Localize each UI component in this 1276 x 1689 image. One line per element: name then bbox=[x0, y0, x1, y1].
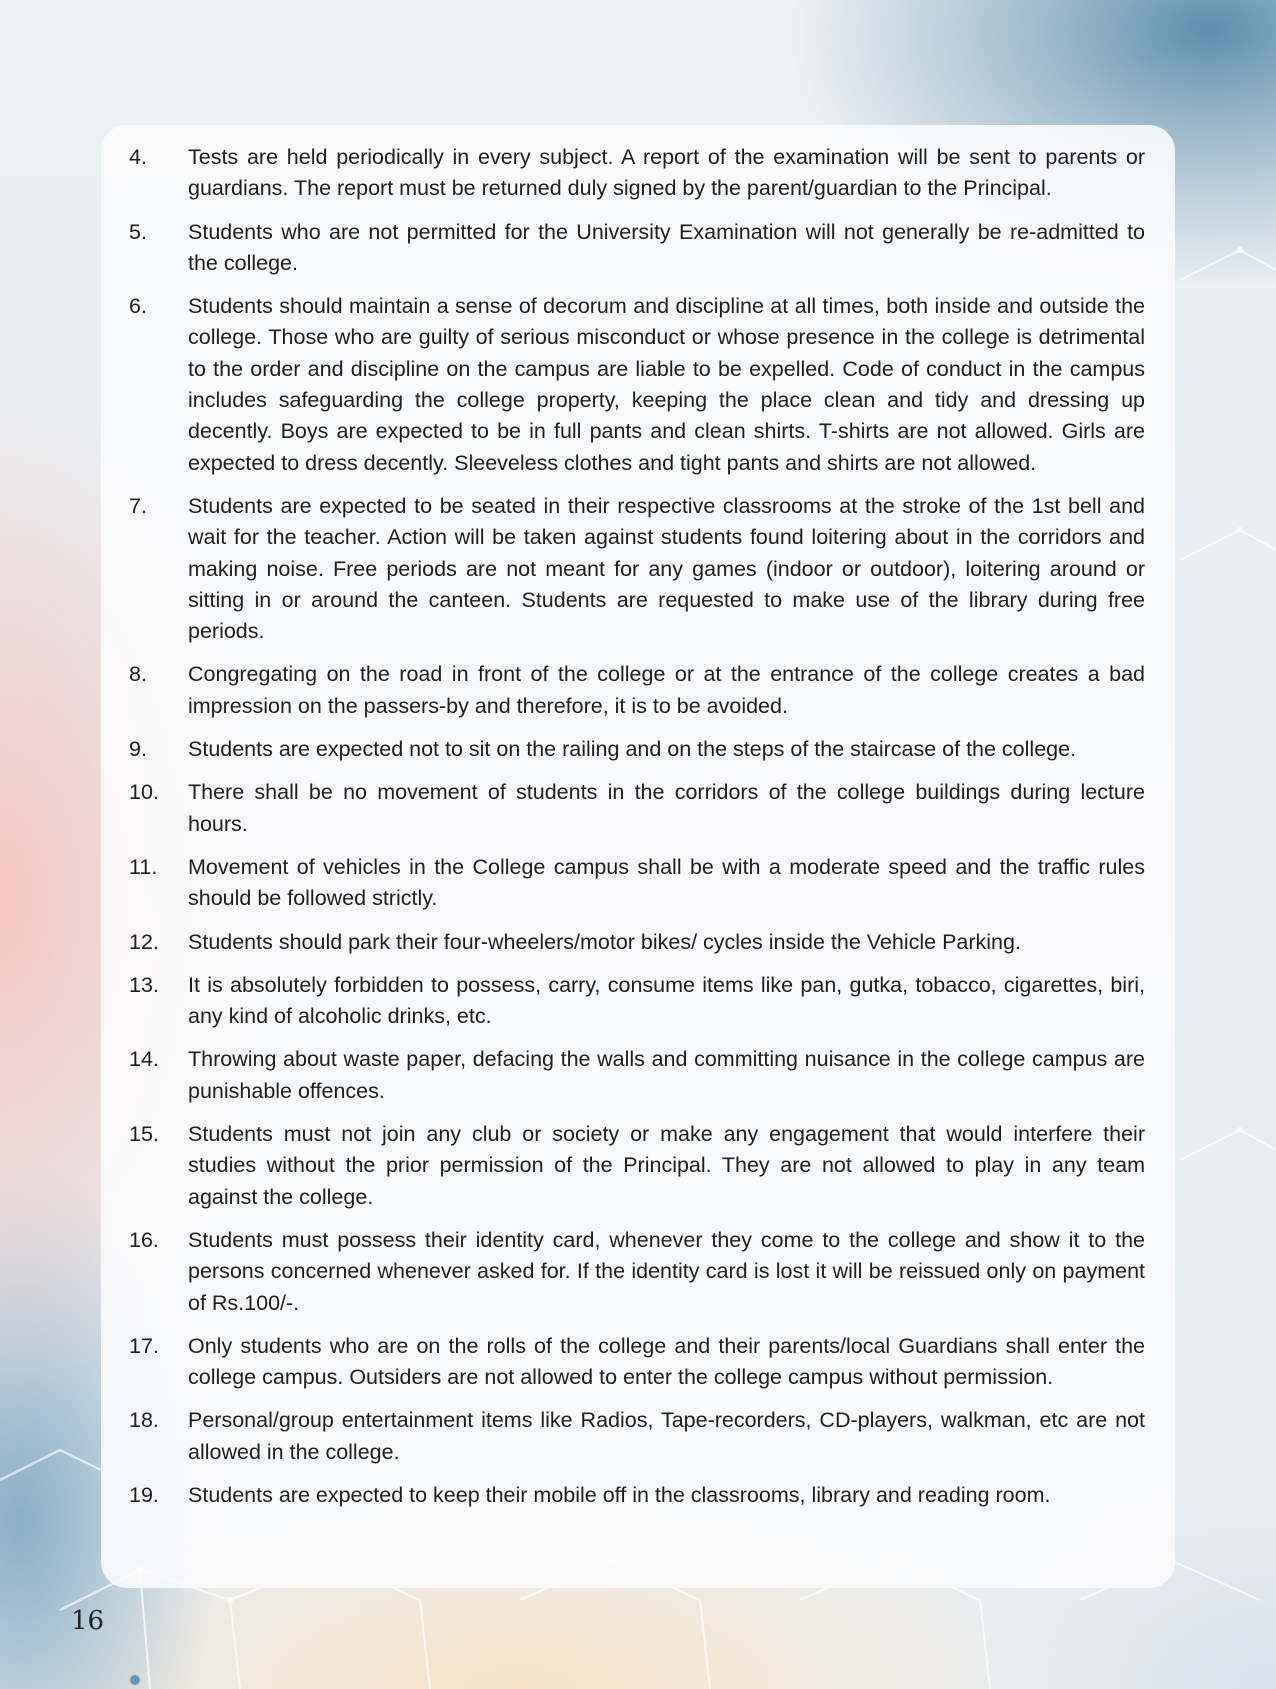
rule-text: There shall be no movement of students in the corridors of the college buildings during lecture hours. bbox=[188, 780, 1145, 836]
rule-text: Throwing about waste paper, defacing the walls and committing nuisance in the college campus are punishable offences. bbox=[188, 1047, 1145, 1103]
rule-text: Congregating on the road in front of the college or at the entrance of the college creates a bad impression on the passers-by and therefore, it is to be avoided. bbox=[188, 662, 1145, 718]
rule-text: Tests are held periodically in every subject. A report of the examination will be sent to parents or guardians. The report must be returned duly signed by the parent/guardian to the Principal. bbox=[188, 145, 1145, 201]
rule-item bbox=[129, 659, 1145, 722]
rule-number: 6. bbox=[129, 294, 147, 319]
rule-number: 14. bbox=[129, 1047, 159, 1072]
rule-item bbox=[129, 1480, 1145, 1511]
rule-text: Movement of vehicles in the College campus shall be with a moderate speed and the traffic rules should be followed strictly. bbox=[188, 854, 1145, 911]
rule-item bbox=[129, 217, 1145, 280]
rule-item bbox=[129, 1119, 1145, 1213]
rule-item bbox=[129, 852, 1145, 915]
rule-text: Students are expected to be seated in their respective classrooms at the stroke of the 1st bell and wait for the teacher. Action will be taken against students found loitering about in the corridors and making noise. Free periods are not meant for any games (indoor or outdoor), loitering around or sitting in or around the canteen. Students are requested to make use of the library during free periods. bbox=[188, 493, 1145, 644]
rule-item bbox=[129, 734, 1145, 765]
page-number: 16 bbox=[71, 1606, 105, 1636]
rules-list bbox=[129, 142, 1145, 1511]
rule-text: Students are expected not to sit on the railing and on the steps of the staircase of the college. bbox=[188, 737, 1077, 762]
rule-text: Students are expected to keep their mobile off in the classrooms, library and reading room. bbox=[188, 1482, 1051, 1507]
rule-text: Only students who are on the rolls of the college and their parents/local Guardians shall enter the college campus. Outsiders are not allowed to enter the college campus without permission. bbox=[188, 1333, 1145, 1390]
rule-text: Students must not join any club or society or make any engagement that would interfere their studies without the prior permission of the Principal. They are not allowed to play in any team against the college. bbox=[188, 1122, 1145, 1209]
rule-number: 12. bbox=[129, 929, 159, 954]
rule-number: 16. bbox=[129, 1227, 159, 1252]
rule-number: 5. bbox=[129, 219, 147, 244]
rule-text: It is absolutely forbidden to possess, carry, consume items like pan, gutka, tobacco, cigarettes, biri, any kind of alcoholic drinks, etc. bbox=[188, 972, 1145, 1029]
rule-number: 7. bbox=[129, 493, 147, 518]
rule-number: 19. bbox=[129, 1482, 159, 1507]
rule-item bbox=[129, 1225, 1145, 1319]
rule-item bbox=[129, 1405, 1145, 1468]
rule-text: Students who are not permitted for the University Examination will not generally be re-admitted to the college. bbox=[188, 219, 1145, 275]
rule-text: Students should park their four-wheelers/motor bikes/ cycles inside the Vehicle Parking. bbox=[188, 929, 1021, 954]
rule-item bbox=[129, 491, 1145, 647]
rule-number: 4. bbox=[129, 145, 147, 169]
rules-card bbox=[101, 125, 1175, 1588]
rule-text: Students should maintain a sense of decorum and discipline at all times, both inside and outside the college. Those who are guilty of serious misconduct or whose presence in the college is detrimental to the order and discipline on the campus are liable to be expelled. Code of conduct in the campus includes safeguarding the college property, keeping the place clean and tidy and dressing up decently. Boys are expected to be in full pants and clean shirts. T-shirts are not allowed. Girls are expected to dress decently. Sleeveless clothes and tight pants and shirts are not allowed. bbox=[188, 294, 1145, 475]
rule-number: 9. bbox=[129, 737, 147, 762]
rule-text: Personal/group entertainment items like Radios, Tape-recorders, CD-players, walkman, etc are not allowed in the college. bbox=[188, 1408, 1145, 1464]
rule-number: 15. bbox=[129, 1122, 159, 1147]
rule-text: Students must possess their identity card, whenever they come to the college and show it to the persons concerned whenever asked for. If the identity card is lost it will be reissued only on payment of Rs.100/-. bbox=[188, 1227, 1145, 1315]
rule-item bbox=[129, 142, 1145, 205]
rule-number: 17. bbox=[129, 1333, 159, 1358]
rule-number: 10. bbox=[129, 780, 159, 805]
rule-item bbox=[129, 970, 1145, 1033]
rule-item bbox=[129, 777, 1145, 840]
rule-number: 11. bbox=[129, 854, 158, 879]
rule-number: 18. bbox=[129, 1408, 159, 1433]
rule-number: 13. bbox=[129, 972, 159, 997]
rule-item bbox=[129, 927, 1145, 958]
rule-item bbox=[129, 1044, 1145, 1107]
rule-number: 8. bbox=[129, 662, 147, 687]
rule-item bbox=[129, 291, 1145, 479]
rule-item bbox=[129, 1331, 1145, 1394]
